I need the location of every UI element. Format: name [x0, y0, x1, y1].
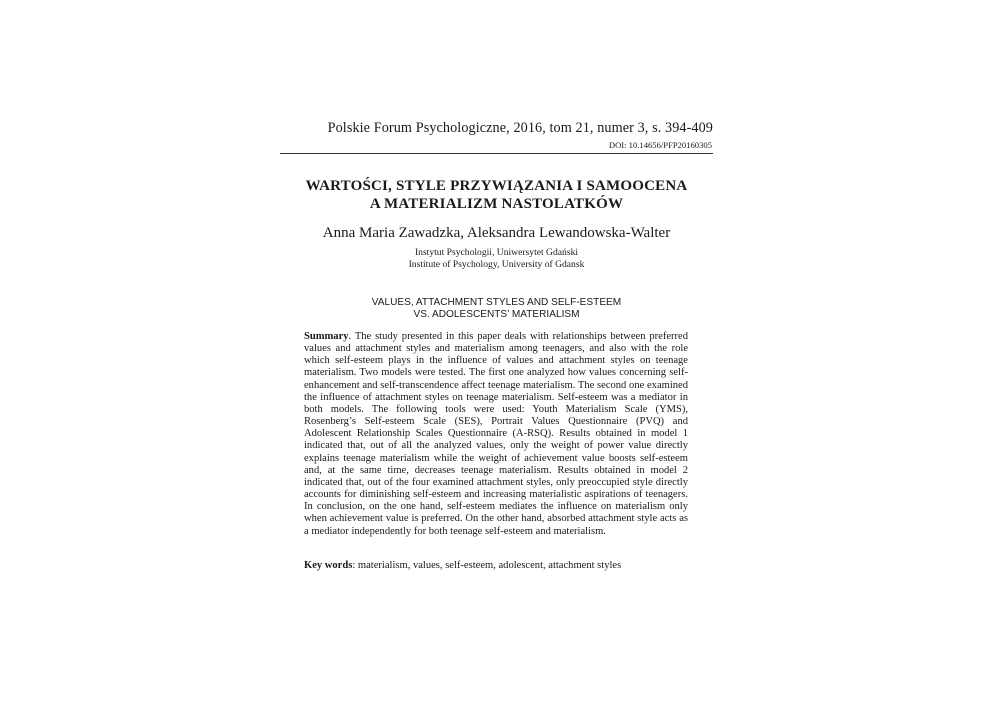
- header-divider: [280, 153, 713, 154]
- abstract-text: . The study presented in this paper deals with relationships between preferred values and attachment styles and materialism among teenagers, and also with the role which self-esteem plays in the influence of values and attachment styles on teenage materialism. Two models were tested. The first one analyzed how values concerning self-enhancement and self-transcendence affect teenage materialism. The second one examined the influence of attachment styles on teenage materialism. Self-esteem was a mediator in both models. The following tools were used: Youth Materialism Scale (YMS), Rosenberg’s Self-esteem Scale (SES), Portrait Values Questionnaire (PVQ) and Adolescent Relationship Scales Questionnaire (A-RSQ). Results obtained in model 1 indicated that, out of all the analyzed values, only the weight of power value directly explains teenage materialism while the weight of achievement value boosts self-esteem and, at the same time, decreases teenage materialism. Results obtained in model 2 indicated that, out of the four examined attachment styles, only preoccupied style directly accounts for diminishing self-esteem and increasing materialistic aspirations of teenagers. In conclusion, on the one hand, self-esteem mediates the influence on materialism only when achievement value is preferred. On the other hand, absorbed attachment style acts as a mediator independently for both teenage self-esteem and materialism.: [304, 331, 688, 537]
- affiliation-polish: Instytut Psychologii, Uniwersytet Gdański: [414, 247, 579, 258]
- keywords-text: : materialism, values, self-esteem, adolescent, attachment styles: [352, 560, 622, 571]
- paper-title: [280, 177, 713, 213]
- authors: Anna Maria Zawadzka, Aleksandra Lewandowska-Walter: [322, 225, 671, 241]
- english-title-line-2: VS. ADOLESCENTS’ MATERIALISM: [413, 309, 580, 321]
- abstract: [304, 331, 688, 538]
- keywords: [304, 560, 688, 572]
- paper-title-line-1: WARTOŚCI, STYLE PRZYWIĄZANIA I SAMOOCENA: [305, 178, 688, 194]
- doi: DOI: 10.14656/PFP20160305: [608, 140, 712, 150]
- affiliation: [280, 247, 713, 271]
- keywords-label: Key words: [304, 560, 353, 571]
- affiliation-english: Institute of Psychology, University of Gdansk: [408, 259, 585, 270]
- english-title-line-1: VALUES, ATTACHMENT STYLES AND SELF-ESTEEM: [371, 297, 622, 308]
- abstract-label: Summary: [304, 331, 349, 342]
- english-title: [280, 297, 713, 321]
- journal-citation: Polskie Forum Psychologiczne, 2016, tom 21, numer 3, s. 394-409: [327, 120, 713, 136]
- paper-title-line-2: A MATERIALIZM NASTOLATKÓW: [369, 196, 624, 212]
